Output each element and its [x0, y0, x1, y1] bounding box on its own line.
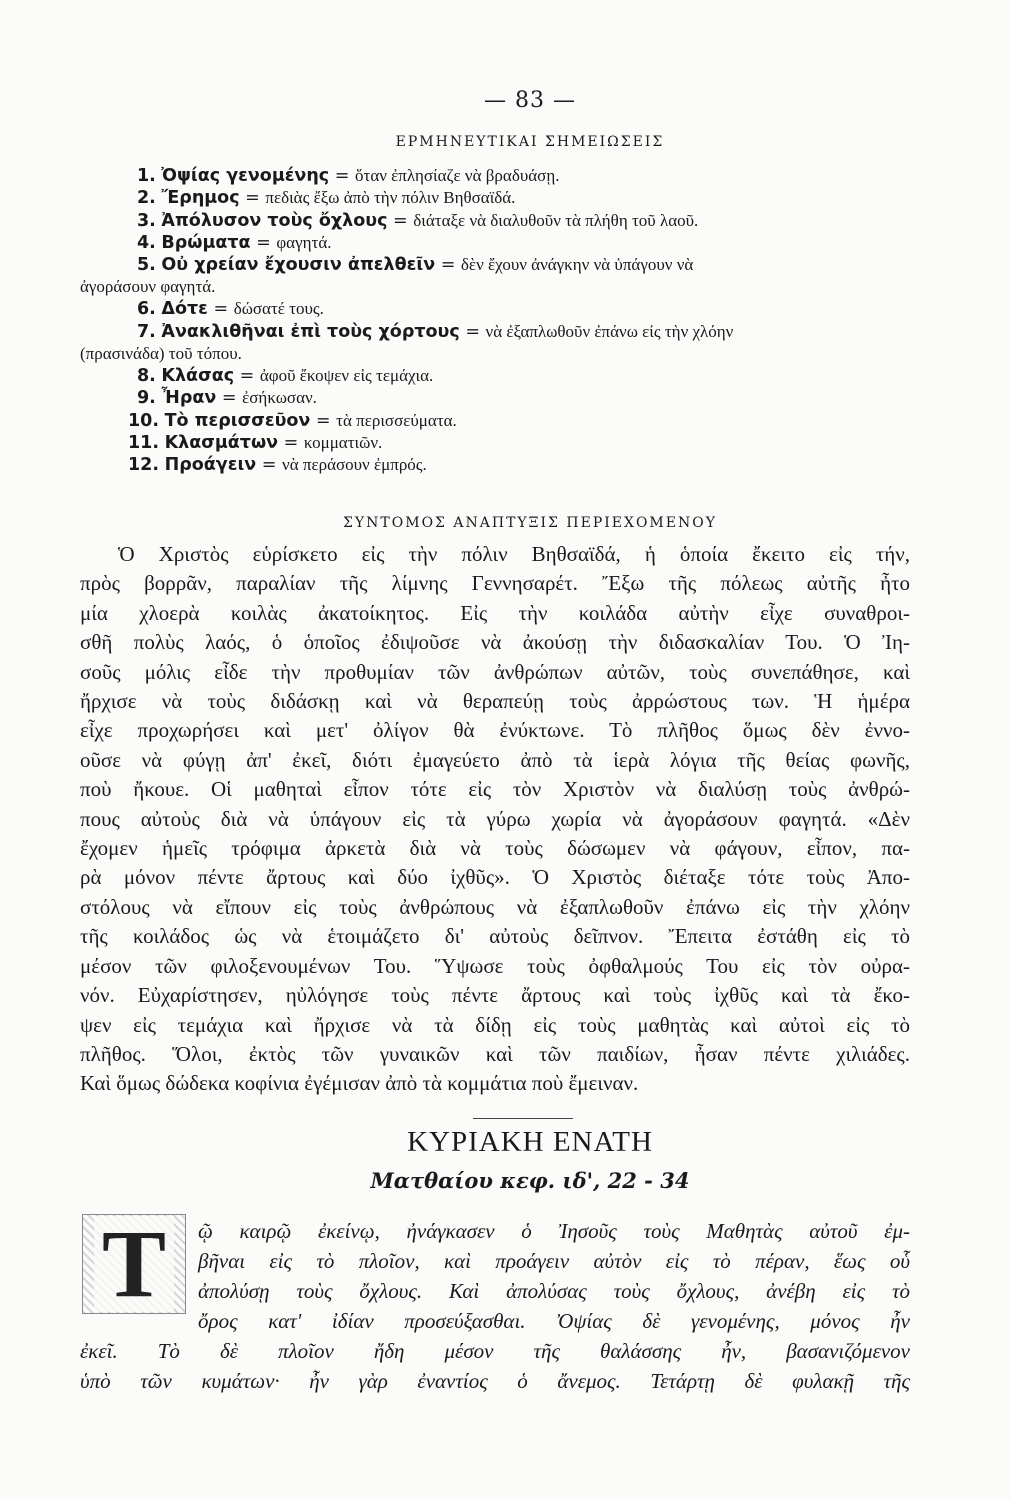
note-number: 4.: [137, 232, 156, 253]
note-definition: νὰ ἐξαπλωθοῦν ἐπάνω εἰς τὴν χλόην: [485, 321, 734, 341]
note-item: 7. Ἀνακλιθῆναι ἐπὶ τοὺς χόρτους = νὰ ἐξαπλωθοῦν ἐπάνω εἰς τὴν χλόην: [137, 321, 734, 342]
note-definition: ὅταν ἐπλησίαζε νὰ βραδυάσῃ.: [354, 166, 560, 185]
summary-heading: ΣΥΝΤΟΜΟΣ ΑΝΑΠΤΥΞΙΣ ΠΕΡΙΕΧΟΜΕΝΟΥ: [343, 515, 717, 531]
note-number: 10.: [128, 410, 160, 431]
note-definition: διάταξε νὰ διαλυθοῦν τὰ πλήθη τοῦ λαοῦ.: [413, 210, 699, 230]
note-item: 1. Ὀψίας γενομένης = ὅταν ἐπλησίαζε νὰ βραδυάσῃ.: [137, 166, 560, 186]
note-definition: κομματιῶν.: [303, 432, 383, 452]
summary-line: ἤρχισε νὰ τοὺς διδάσκῃ καὶ νὰ θεραπεύῃ τοὺς ἀρρώστους των. Ἡ ἡμέρα: [80, 689, 910, 714]
notes-heading: ΕΡΜΗΝΕΥΤΙΚΑΙ ΣΗΜΕΙΩΣΕΙΣ: [395, 134, 665, 150]
note-term: Ἀνακλιθῆναι ἐπὶ τοὺς χόρτους: [161, 321, 460, 342]
note-continuation: ἀγοράσουν φαγητά.: [80, 277, 216, 297]
summary-line: Καὶ ὅμως δώδεκα κοφίνια ἐγέμισαν ἀπὸ τὰ κομμάτια ποὺ ἔμειναν.: [80, 1071, 639, 1096]
summary-line: στόλους νὰ εἴπουν εἰς τοὺς ἀνθρώπους νὰ ἐξαπλωθοῦν ἐπάνω εἰς τὴν χλόην: [80, 894, 910, 919]
note-definition: δώσατέ τους.: [233, 299, 324, 319]
drop-cap-letter: Τ: [94, 1216, 174, 1312]
note-number: 1.: [137, 166, 156, 186]
note-number: 11.: [128, 432, 160, 453]
note-term: Οὐ χρείαν ἔχουσιν ἀπελθεῖν: [161, 255, 436, 276]
summary-line: πους αὐτοὺς διὰ νὰ ὑπάγουν εἰς τὰ γύρω χωρία νὰ ἀγοράσουν φαγητά. «Δὲν: [80, 806, 910, 831]
summary-line: Ὁ Χριστὸς εὑρίσκετο εἰς τὴν πόλιν Βηθσαϊδά, ἡ ὁποία ἔκειτο εἰς τήν,: [118, 542, 910, 566]
note-number: 8.: [137, 366, 156, 387]
note-item: 4. Βρώματα = φαγητά.: [137, 232, 332, 253]
note-definition: νὰ περάσουν ἐμπρός.: [282, 455, 427, 475]
note-number: 9.: [137, 388, 156, 409]
note-item: 10. Τὸ περισσεῦον = τὰ περισσεύματα.: [128, 410, 457, 431]
summary-line: σθῆ πολὺς λαός, ὁ ὁποῖος ἐδιψοῦσε νὰ ἀκούσῃ τὴν διδασκαλίαν Του. Ὁ Ἰη-: [80, 630, 910, 655]
note-term: Κλασμάτων: [164, 432, 279, 453]
summary-line: ψεν εἰς τεμάχια καὶ ἤρχισε νὰ τὰ δίδῃ εἰς τοὺς μαθητὰς καὶ αὐτοὶ εἰς τὸ: [80, 1012, 910, 1037]
summary-line: εἶχε προχωρήσει καὶ μετ' ὀλίγον θὰ ἐνύκτωνε. Τὸ πλῆθος ὅμως δὲν ἐννο-: [80, 718, 910, 743]
note-item: 3. Ἀπόλυσον τοὺς ὄχλους = διάταξε νὰ διαλυθοῦν τὰ πλήθη τοῦ λαοῦ.: [137, 210, 699, 231]
gospel-line: ὑπὸ τῶν κυμάτων· ἦν γὰρ ἐναντίος ὁ ἄνεμος. Τετάρτῃ δὲ φυλακῇ τῆς: [80, 1369, 910, 1393]
note-number: 12.: [128, 455, 160, 476]
note-definition: πεδιὰς ἔξω ἀπὸ τὴν πόλιν Βηθσαϊδά.: [265, 188, 516, 208]
note-term: Ἦραν: [161, 388, 217, 409]
note-term: Προάγειν: [164, 455, 257, 476]
note-item: 8. Κλάσας = ἀφοῦ ἔκοψεν εἰς τεμάχια.: [137, 366, 434, 387]
note-item: 2. Ἔρημος = πεδιὰς ἔξω ἀπὸ τὴν πόλιν Βηθσαϊδά.: [137, 188, 516, 209]
note-item: 11. Κλασμάτων = κομματιῶν.: [128, 432, 383, 453]
summary-line: μέσον τῶν φιλοξενουμένων Του. Ὕψωσε τοὺς ὀφθαλμούς Του εἰς τὸν οὐρα-: [80, 953, 910, 978]
note-term: Κλάσας: [161, 366, 235, 387]
note-number: 2.: [137, 188, 156, 209]
summary-text: [80, 540, 910, 1099]
notes-list: [80, 165, 910, 477]
note-definition: φαγητά.: [276, 232, 332, 252]
note-number: 7.: [137, 321, 156, 342]
note-item: 12. Προάγειν = νὰ περάσουν ἐμπρός.: [128, 455, 427, 476]
note-continuation: (πρασινάδα) τοῦ τόπου.: [80, 344, 242, 364]
note-definition: δὲν ἔχουν ἀνάγκην νὰ ὑπάγουν νὰ: [460, 255, 694, 275]
summary-line: σοῦς μόλις εἶδε τὴν προθυμίαν τῶν ἀνθρώπων αὐτῶν, τοὺς συνεπάθησε, καὶ: [80, 659, 910, 684]
book-page: [80, 0, 910, 1500]
note-term: Τὸ περισσεῦον: [164, 410, 311, 431]
summary-line: ρὰ μόνον πέντε ἄρτους καὶ δύο ἰχθῦς». Ὁ Χριστὸς διέταξε τότε τοὺς Ἀπο-: [80, 865, 910, 890]
note-number: 3.: [137, 210, 156, 231]
note-term: Ἔρημος: [161, 188, 240, 209]
page-number: — 83 —: [484, 88, 576, 113]
section-title: ΚΥΡΙΑΚΗ ΕΝΑΤΗ: [407, 1126, 653, 1158]
summary-line: πρὸς βορρᾶν, παραλίαν τῆς λίμνης Γεννησαρέτ. Ἔξω τῆς πόλεως αὐτῆς ἦτο: [80, 571, 910, 596]
note-term: Δότε: [161, 299, 208, 320]
summary-line: τῆς κοιλάδος ὡς νὰ ἑτοιμάζετο δι' αὐτοὺς δεῖπνον. Ἔπειτα ἐστάθη εἰς τὸ: [80, 924, 910, 949]
summary-line: οῦσε νὰ φύγῃ ἀπ' ἐκεῖ, διότι ἐμαγεύετο ἀπὸ τὰ ἱερὰ λόγια τῆς θείας φωνῆς,: [80, 747, 910, 772]
gospel-line: ῷ καιρῷ ἐκείνῳ, ἠνάγκασεν ὁ Ἰησοῦς τοὺς Μαθητὰς αὐτοῦ ἐμ-: [198, 1219, 910, 1243]
summary-line: ποὺ ἤκουε. Οἱ μαθηταὶ εἶπον τότε εἰς τὸν Χριστὸν νὰ διαλύσῃ τοὺς ἀνθρώ-: [80, 777, 910, 802]
gospel-line: ἐκεῖ. Τὸ δὲ πλοῖον ἤδη μέσον τῆς θαλάσσης ἦν, βασανιζόμενον: [80, 1339, 910, 1363]
note-definition: τὰ περισσεύματα.: [336, 410, 457, 430]
gospel-line: ἀπολύσῃ τοὺς ὄχλους. Καὶ ἀπολύσας τοὺς ὄχλους, ἀνέβη εἰς τὸ: [198, 1279, 910, 1303]
summary-line: μία χλοερὰ κοιλὰς ἀκατοίκητος. Εἰς τὴν κοιλάδα αὐτὴν εἶχε συναθροι-: [80, 600, 910, 625]
note-item: 5. Οὐ χρείαν ἔχουσιν ἀπελθεῖν = δὲν ἔχουν ἀνάγκην νὰ ὑπάγουν νὰ: [137, 255, 694, 276]
note-term: Ὀψίας γενομένης: [161, 166, 330, 186]
note-definition: ἀφοῦ ἔκοψεν εἰς τεμάχια.: [259, 366, 434, 386]
gospel-line: ὄρος κατ' ἰδίαν προσεύξασθαι. Ὀψίας δὲ γενομένης, μόνος ἦν: [198, 1309, 910, 1333]
summary-line: πλῆθος. Ὅλοι, ἐκτὸς τῶν γυναικῶν καὶ τῶν παιδίων, ἦσαν πέντε χιλιάδες.: [80, 1041, 910, 1066]
gospel-text: [80, 1216, 910, 1396]
section-subtitle: Ματθαίου κεφ. ιδ', 22 - 34: [370, 1168, 690, 1193]
note-item: 6. Δότε = δώσατέ τους.: [137, 299, 324, 320]
summary-line: νόν. Εὐχαρίστησεν, ηὐλόγησε τοὺς πέντε ἄρτους καὶ τοὺς ἰχθῦς καὶ τὰ ἔκο-: [80, 983, 910, 1008]
summary-line: ἔχομεν ἡμεῖς τρόφιμα ἀρκετὰ διὰ νὰ τοὺς δώσωμεν νὰ φάγουν, εἶπον, πα-: [80, 836, 910, 861]
note-term: Βρώματα: [161, 232, 251, 253]
note-item: 9. Ἦραν = ἐσήκωσαν.: [137, 388, 317, 409]
note-definition: ἐσήκωσαν.: [242, 388, 317, 408]
section-divider: [473, 1118, 573, 1119]
note-term: Ἀπόλυσον τοὺς ὄχλους: [161, 210, 388, 231]
note-number: 6.: [137, 299, 156, 320]
note-number: 5.: [137, 255, 156, 276]
gospel-line: βῆναι εἰς τὸ πλοῖον, καὶ προάγειν αὐτὸν εἰς τὸ πέραν, ἕως οὗ: [198, 1249, 910, 1273]
